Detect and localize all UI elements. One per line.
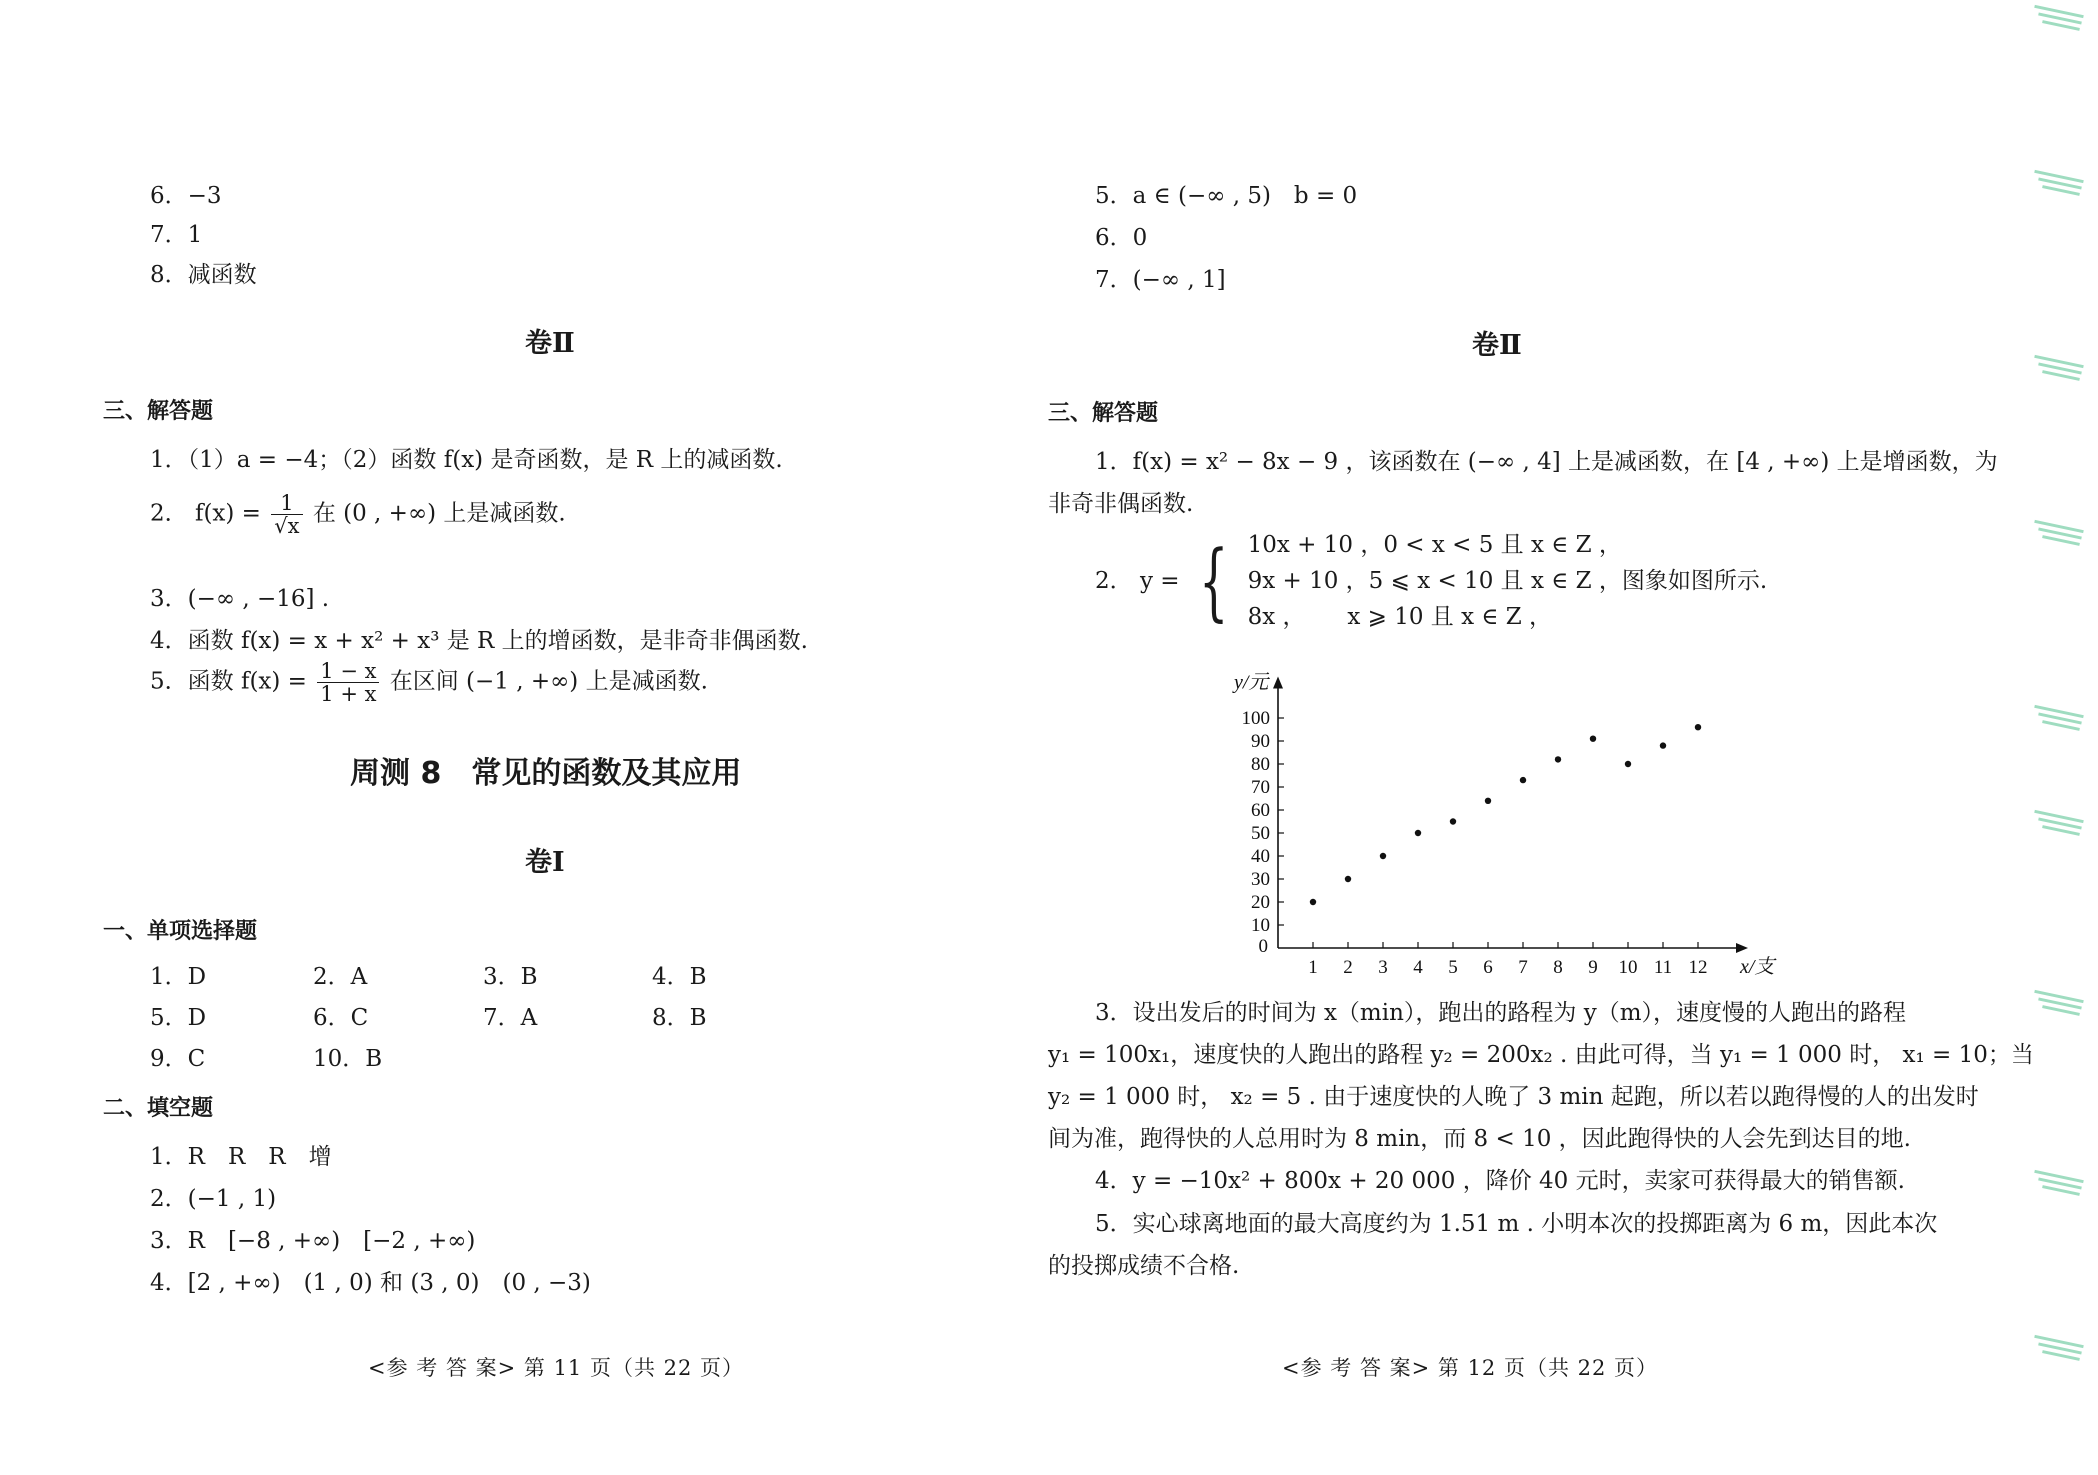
watermark-stripe <box>2028 360 2098 382</box>
answer-2-suffix: 图象如图所示. <box>1621 568 1768 594</box>
fraction-numerator: 1 − x <box>317 660 379 683</box>
data-point <box>1310 899 1316 905</box>
right-answer-1-line1: 1．f(x) = x² − 8x − 9 ，该函数在 (−∞ , 4] 上是减函数，在 [4 , +∞) 上是增函数，为 <box>1095 449 1998 475</box>
right-answer-3-line2: y₁ = 100x₁，速度快的人跑出的路程 y₂ = 200x₂ . 由此可得，当 y₁ = 1 000 时， x₁ = 10；当 <box>1048 1042 2034 1068</box>
piecewise-cases <box>1248 527 1768 635</box>
y-tick-label: 30 <box>1251 869 1270 890</box>
data-point <box>1380 853 1386 859</box>
data-point <box>1590 736 1596 742</box>
right-answer-3-line3: y₂ = 1 000 时， x₂ = 5 . 由于速度快的人晚了 3 min 起跑，所以若以跑得慢的人的出发时 <box>1048 1084 1979 1110</box>
fraction-1mx-over-1px <box>317 660 379 705</box>
choice-1: 1．D <box>150 964 207 990</box>
right-answer-2 <box>1095 527 1767 635</box>
left-brace: { <box>1198 532 1229 630</box>
y-tick-label: 70 <box>1251 777 1270 798</box>
right-item-7: 7．(−∞ , 1] <box>1095 267 1226 293</box>
choice-6: 6．C <box>313 1005 369 1031</box>
choice-5: 5．D <box>150 1005 207 1031</box>
right-answer-5-line1: 5．实心球离地面的最大高度约为 1.51 m . 小明本次的投掷距离为 6 m，因此本次 <box>1095 1211 1938 1237</box>
y-tick-label: 40 <box>1251 846 1270 867</box>
right-answer-3-line1: 3．设出发后的时间为 x（min），跑出的路程为 y（m），速度慢的人跑出的路程 <box>1095 1000 1907 1026</box>
watermark-stripe <box>2028 175 2098 197</box>
x-tick-label: 4 <box>1413 957 1423 978</box>
data-point <box>1345 876 1351 882</box>
right-answer-3-line4: 间为准，跑得快的人总用时为 8 min，而 8 < 10 ，因此跑得快的人会先到达目的地. <box>1048 1126 1911 1152</box>
left-item-8: 8．减函数 <box>150 262 257 288</box>
fill-4: 4．[2 , +∞) (1 , 0) 和 (3 , 0) (0 , −3) <box>150 1270 591 1296</box>
x-tick-label: 7 <box>1518 957 1528 978</box>
data-point <box>1625 761 1631 767</box>
x-tick-label: 11 <box>1653 957 1673 978</box>
case-2: 9x + 10 ，5 ⩽ x < 10 且 x ∈ Z ，图象如图所示. <box>1247 568 1768 594</box>
choice-4: 4．B <box>652 964 707 990</box>
x-tick-label: 8 <box>1553 957 1563 978</box>
x-axis-label: x/支 <box>1740 956 1775 978</box>
x-tick-label: 10 <box>1618 957 1638 978</box>
x-tick-label: 5 <box>1448 957 1458 978</box>
y-axis-arrow <box>1273 677 1283 689</box>
data-point <box>1660 742 1666 748</box>
data-point <box>1415 830 1421 836</box>
chapter-title: 周测 8 常见的函数及其应用 <box>350 756 742 791</box>
x-tick-label: 1 <box>1308 957 1318 978</box>
data-point <box>1520 777 1526 783</box>
choice-3: 3．B <box>483 964 538 990</box>
left-section1-title: 一、单项选择题 <box>103 919 258 944</box>
right-item-5: 5．a ∈ (−∞ , 5) b = 0 <box>1095 183 1358 209</box>
x-tick-label: 6 <box>1483 957 1493 978</box>
right-section3-title: 三、解答题 <box>1048 401 1159 426</box>
choice-8: 8．B <box>652 1005 707 1031</box>
watermark-stripe <box>2028 710 2098 732</box>
origin-label: 0 <box>1258 936 1268 957</box>
data-point <box>1555 756 1561 762</box>
fraction-numerator: 1 <box>271 492 302 515</box>
left-item-6: 6．−3 <box>150 183 222 209</box>
right-vol2-title: 卷Ⅱ <box>1472 330 1522 361</box>
data-point <box>1695 724 1701 730</box>
y-axis-label: y/元 <box>1234 671 1269 694</box>
left-answer-2 <box>150 492 566 537</box>
x-tick-label: 2 <box>1343 957 1353 978</box>
right-answer-4: 4．y = −10x² + 800x + 20 000 ，降价 40 元时，卖家可获得最大的销售额. <box>1095 1168 1905 1194</box>
left-answer-1: 1．（1）a = −4；（2）函数 f(x) 是奇函数，是 R 上的减函数. <box>150 447 783 473</box>
data-point <box>1450 818 1456 824</box>
right-item-6: 6．0 <box>1095 225 1148 251</box>
answer-5-prefix: 5．函数 f(x) = <box>150 668 307 695</box>
fraction-denominator: 1 + x <box>320 682 377 706</box>
left-section2-title: 二、填空题 <box>103 1096 214 1121</box>
left-item-7: 7．1 <box>150 222 203 248</box>
fraction-denominator: √x <box>274 514 300 538</box>
left-answer-5 <box>150 660 708 705</box>
watermark-stripe <box>2028 815 2098 837</box>
answer-2-prefix: 2． f(x) = <box>150 500 261 527</box>
right-answer-1-line2: 非奇非偶函数. <box>1048 491 1194 517</box>
y-tick-label: 100 <box>1241 708 1270 729</box>
x-tick-label: 9 <box>1588 957 1598 978</box>
watermark-stripe <box>2028 995 2098 1017</box>
x-tick-label: 3 <box>1378 957 1388 978</box>
answer-2-suffix: 在 (0 , +∞) 上是减函数. <box>312 500 566 527</box>
choice-7: 7．A <box>483 1005 538 1031</box>
left-answer-4: 4．函数 f(x) = x + x² + x³ 是 R 上的增函数，是非奇非偶函数. <box>150 628 808 654</box>
watermark-stripe <box>2028 525 2098 547</box>
fill-2: 2．(−1 , 1) <box>150 1186 277 1212</box>
left-vol1-title: 卷Ⅰ <box>525 847 565 878</box>
right-page-footer: <参 考 答 案> 第 12 页（共 22 页） <box>1282 1356 1659 1380</box>
y-tick-label: 10 <box>1251 915 1270 936</box>
right-answer-5-line2: 的投掷成绩不合格. <box>1048 1253 1240 1279</box>
left-section3-title: 三、解答题 <box>103 399 214 424</box>
y-tick-label: 60 <box>1251 800 1270 821</box>
case-1: 10x + 10 ，0 < x < 5 且 x ∈ Z ， <box>1247 532 1622 558</box>
left-answer-3: 3．(−∞ , −16] . <box>150 586 330 612</box>
case-3: 8x ， x ⩾ 10 且 x ∈ Z ， <box>1247 604 1552 630</box>
answer-2-prefix: 2． y = <box>1095 568 1180 594</box>
y-tick-label: 90 <box>1251 731 1270 752</box>
fill-3: 3．R [−8 , +∞) [−2 , +∞) <box>150 1228 476 1254</box>
choice-2: 2．A <box>313 964 368 990</box>
x-axis-arrow <box>1736 943 1748 953</box>
scatter-chart <box>1210 660 1800 980</box>
answer-5-suffix: 在区间 (−1 , +∞) 上是减函数. <box>389 668 708 695</box>
left-page-footer: <参 考 答 案> 第 11 页（共 22 页） <box>368 1356 745 1380</box>
y-tick-label: 50 <box>1251 823 1270 844</box>
x-tick-label: 12 <box>1688 957 1708 978</box>
y-tick-label: 80 <box>1251 754 1270 775</box>
fill-1: 1．R R R 增 <box>150 1144 332 1170</box>
watermark-stripe <box>2028 10 2098 32</box>
left-vol2-title: 卷Ⅱ <box>525 328 575 359</box>
choice-10: 10．B <box>313 1046 383 1072</box>
y-tick-label: 20 <box>1251 892 1270 913</box>
watermark-stripe <box>2028 1175 2098 1197</box>
fraction-1-over-sqrt-x <box>271 492 302 537</box>
choice-9: 9．C <box>150 1046 206 1072</box>
watermark-stripe <box>2028 1340 2098 1362</box>
data-point <box>1485 798 1491 804</box>
